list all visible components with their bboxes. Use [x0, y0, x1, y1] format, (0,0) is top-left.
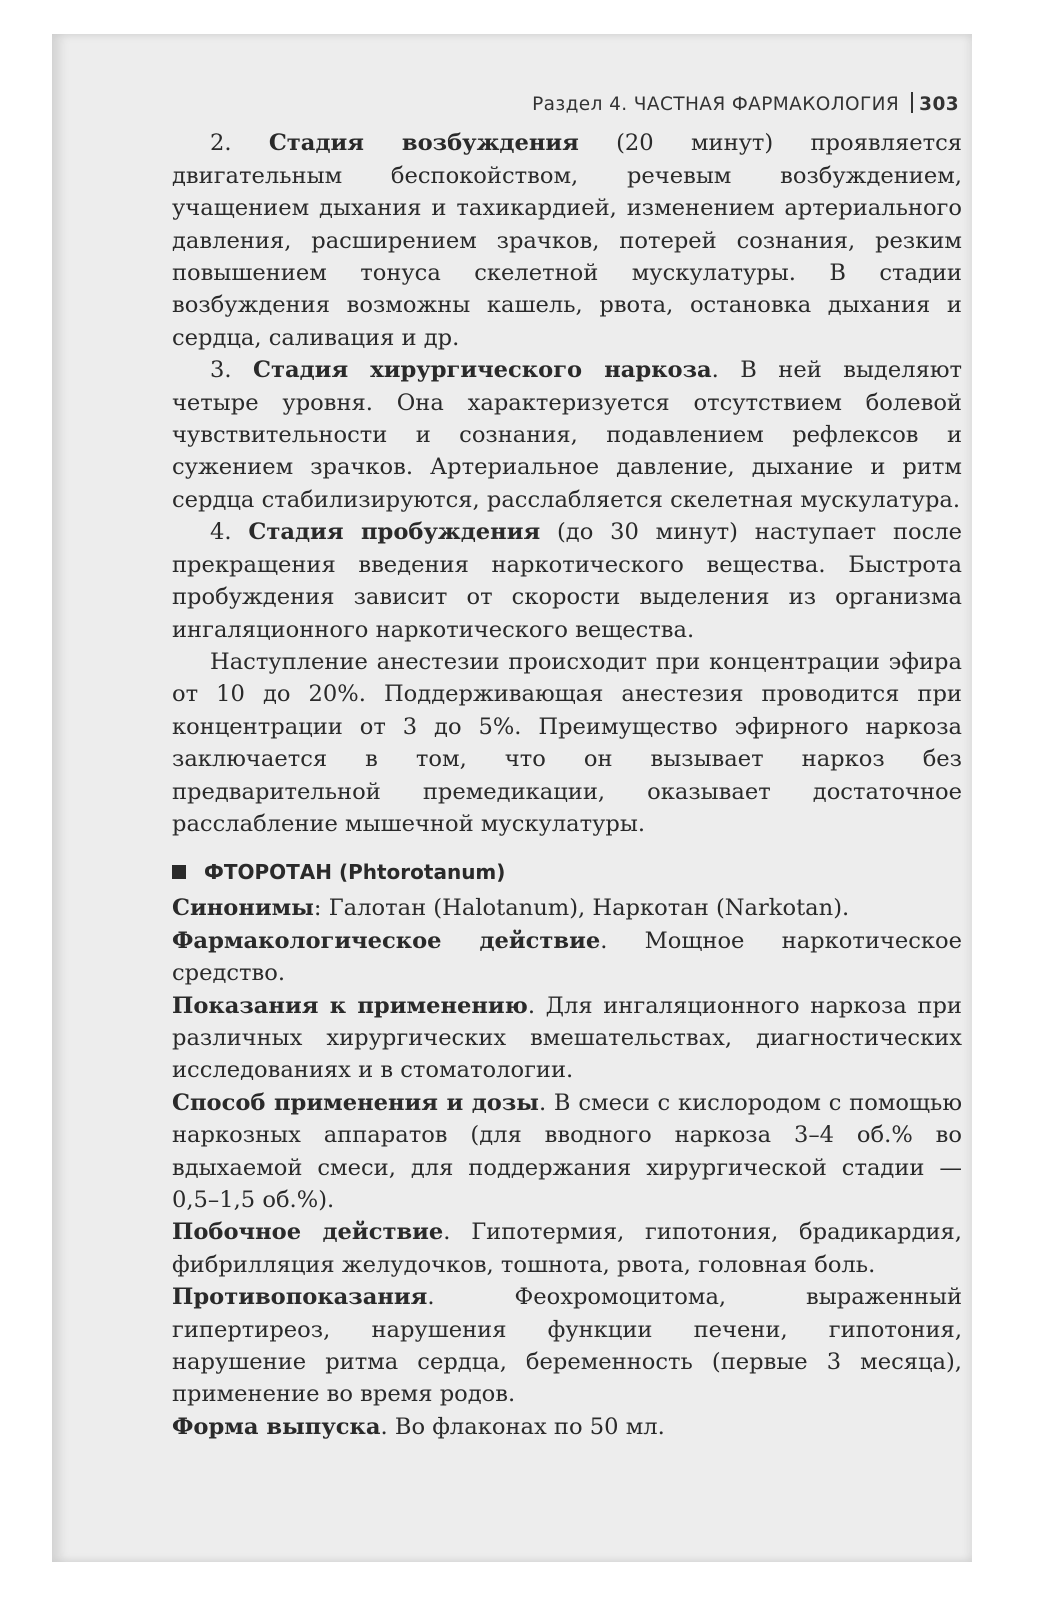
field-text: . Феохромоцитома, выраженный гипертиреоз, нарушения функции печени, гипотония, нарушение ритма сердца, беременность (первые 3 месяца), применение во время родов. — [172, 1284, 962, 1408]
section-title: Раздел 4. ЧАСТНАЯ ФАРМАКОЛОГИЯ — [532, 94, 900, 115]
stage-title: Стадия возбуждения — [268, 130, 579, 157]
ether-paragraph: Наступление анестезии происходит при концентрации эфира от 10 до 20%. Поддерживающая анестезия проводится при концентрации от 3 до 5%. Преимущество эфирного наркоза заключается в том, что он вызывает наркоз без предварительной премедикации, оказывает достаточное расслабление мышечной мускулатуры. — [172, 648, 962, 837]
field-text: . Гипотермия, гипотония, брадикардия, фибрилляция желудочков, тошнота, рвота, головная боль. — [172, 1219, 962, 1278]
drug-field — [172, 892, 962, 924]
drug-field — [172, 1087, 962, 1217]
drug-field — [172, 990, 962, 1087]
book-page — [52, 34, 972, 1562]
stage-title: Стадия хирургического наркоза — [253, 357, 712, 384]
stage-text: (20 минут) проявляется двигательным беспокойством, речевым возбуждением, учащением дыхания и тахикардией, изменением артериального давления, расширением зрачков, потерей сознания, резким повышением тонуса скелетной мускулатуры. В стадии возбуждения возможны кашель, рвота, остановка дыхания и сердца, саливация и др. — [172, 130, 962, 351]
running-header — [172, 89, 962, 121]
stage-number: 4. — [210, 519, 232, 546]
drug-title: ФТОРОТАН (Phtorotanum) — [204, 860, 506, 885]
drug-field — [172, 1411, 962, 1443]
field-text: : Галотан (Halotanum), Наркотан (Narkotan). — [313, 895, 850, 922]
stage-title: Стадия пробуждения — [248, 519, 541, 546]
field-text: . Во флаконах по 50 мл. — [380, 1413, 665, 1440]
drug-heading — [172, 854, 962, 890]
field-text: . В смеси с кислородом с помощью наркозных аппаратов (для вводного наркоза 3–4 об.% во вдыхаемой смеси, для поддержания хирургической стадии — 0,5–1,5 об.%). — [172, 1089, 962, 1213]
bullet-square-icon — [172, 865, 186, 879]
header-separator — [911, 92, 913, 113]
field-label: Побочное действие — [172, 1219, 444, 1246]
field-text: . Мощное наркотическое средство. — [172, 927, 962, 987]
stage-number: 3. — [210, 357, 232, 384]
field-label: Показания к применению — [172, 992, 528, 1019]
drug-field — [172, 1216, 962, 1281]
stage-number: 2. — [210, 130, 232, 157]
field-label: Противопоказания — [172, 1284, 428, 1311]
stage-paragraph — [172, 354, 962, 516]
stage-text: . В ней выделяют четыре уровня. Она характеризуется отсутствием болевой чувствительности и сознания, подавлением рефлексов и сужением зрачков. Артериальное давление, дыхание и ритм сердца стабилизируются, расслабляется скелетная мускулатура. — [172, 357, 962, 513]
stage-text: (до 30 минут) наступает после прекращения введения наркотического вещества. Быстрота пробуждения зависит от скорости выделения из организма ингаляционного наркотического вещества. — [172, 519, 962, 643]
stage-paragraph — [172, 516, 962, 646]
page-content — [172, 89, 962, 1443]
field-text: . Для ингаляционного наркоза при различных хирургических вмешательствах, диагностических исследованиях и в стоматологии. — [172, 992, 962, 1084]
field-label: Форма выпуска — [172, 1413, 381, 1440]
drug-field — [172, 925, 962, 990]
drug-fields — [172, 892, 962, 1443]
drug-field — [172, 1281, 962, 1411]
field-label: Фармакологическое действие — [172, 927, 601, 954]
field-label: Способ применения и дозы — [172, 1089, 539, 1116]
page-number: 303 — [919, 94, 959, 115]
stage-paragraph — [172, 127, 962, 354]
field-label: Синонимы — [172, 895, 314, 922]
